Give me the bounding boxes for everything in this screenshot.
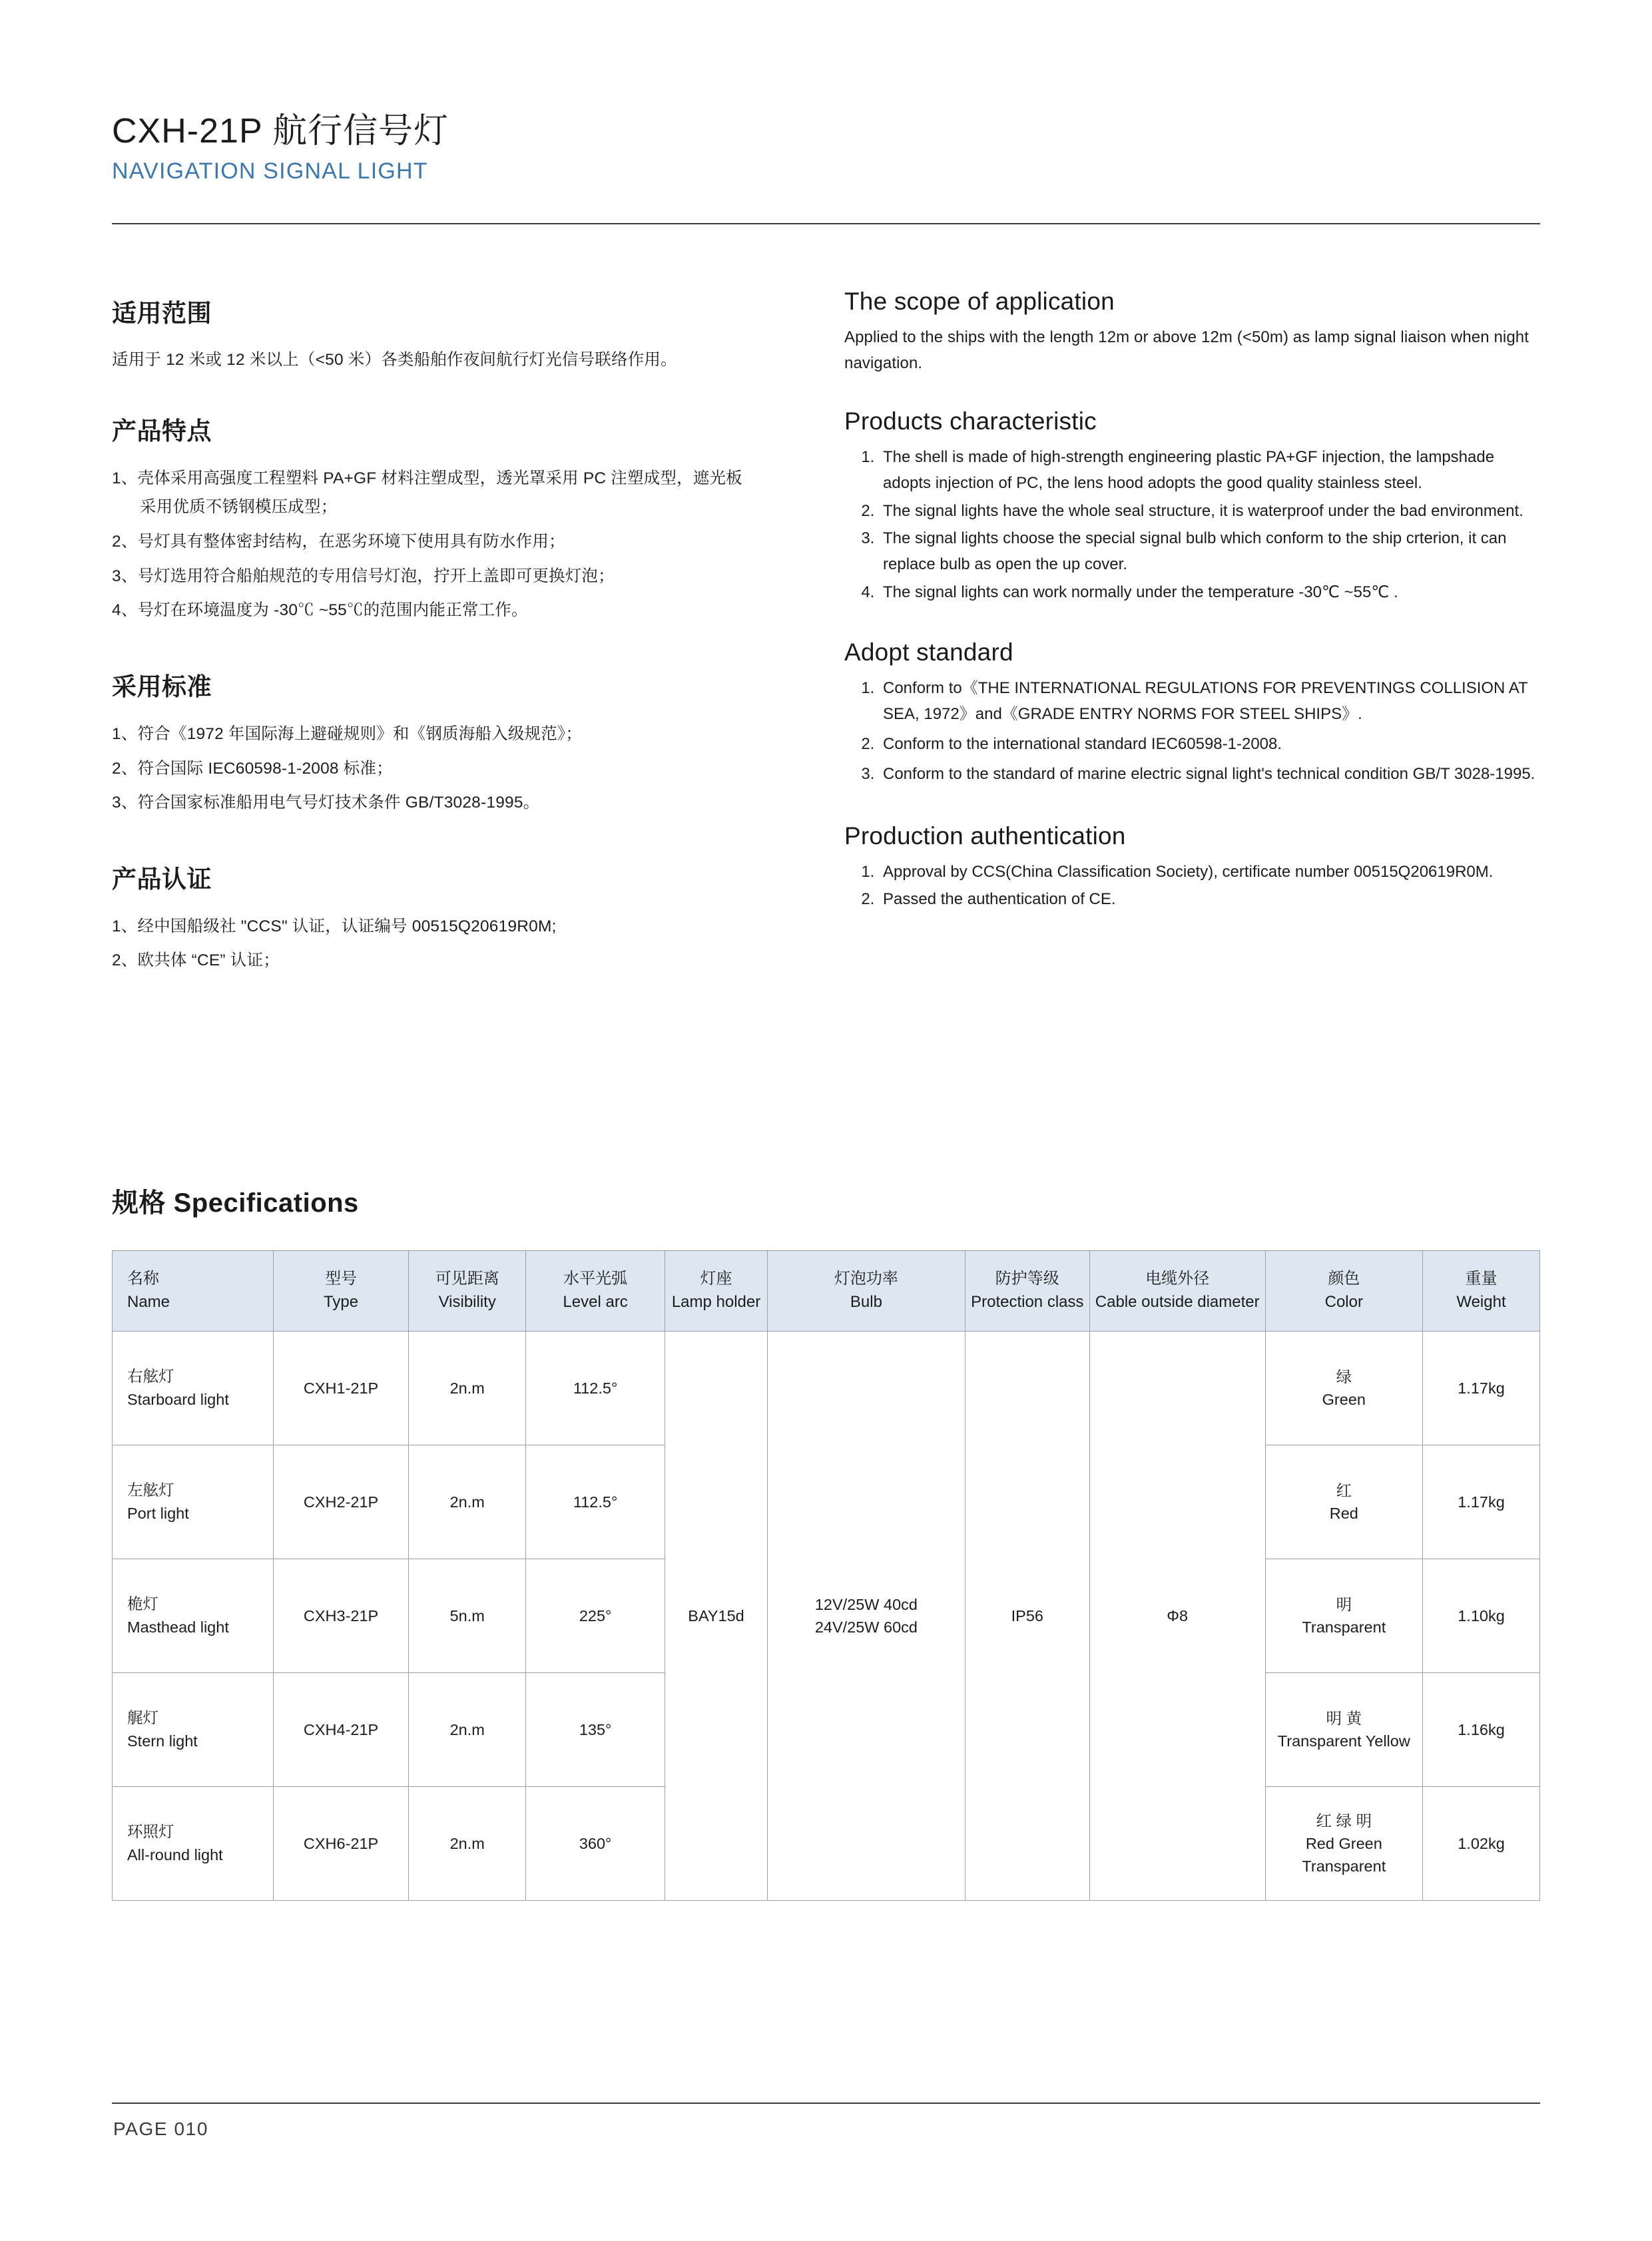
- column-header-color: [1265, 1251, 1422, 1332]
- header-en: Level arc: [563, 1293, 628, 1311]
- page-title-cn: CXH-21P 航行信号灯: [112, 112, 449, 150]
- header-cn: 防护等级: [995, 1270, 1059, 1288]
- header-en: Weight: [1456, 1293, 1506, 1311]
- color-en: Red: [1329, 1505, 1358, 1522]
- header-cn: 水平光弧: [563, 1270, 628, 1288]
- cell-color: [1265, 1332, 1422, 1445]
- name-en: All-round light: [127, 1846, 223, 1864]
- header-en: Lamp holder: [671, 1293, 761, 1311]
- header-cn: 灯泡功率: [834, 1270, 898, 1288]
- cell-visibility: 2n.m: [409, 1673, 526, 1787]
- column-header-name: [113, 1251, 274, 1332]
- cell-type: CXH4-21P: [273, 1673, 408, 1787]
- list-item: 1、符合《1972 年国际海上避碰规则》和《钢质海船入级规范》；: [112, 724, 583, 743]
- bulb-line-2: 24V/25W 60cd: [814, 1618, 918, 1636]
- list-item: 4. The signal lights can work normally under the temperature -30℃ ~55℃ .: [879, 580, 1540, 606]
- color-cn: 明: [1336, 1595, 1352, 1613]
- table-row: [113, 1332, 1540, 1445]
- name-en: Stern light: [127, 1732, 198, 1750]
- column-header-lamp-holder: [665, 1251, 768, 1332]
- cell-color: [1265, 1445, 1422, 1559]
- page-number: PAGE 010: [113, 2118, 209, 2139]
- list-item: 1. The shell is made of high-strength engineering plastic PA+GF injection, the lampshade adopts injection of PC, the lens hood adopts the good quality stainless steel.: [879, 445, 1540, 497]
- scope-heading-cn: 适用范围: [112, 300, 212, 327]
- name-cn: 艉灯: [127, 1708, 158, 1726]
- list-item: 2. Passed the authentication of CE.: [879, 887, 1540, 913]
- cell-visibility: 2n.m: [409, 1445, 526, 1559]
- page-title-en: NAVIGATION SIGNAL LIGHT: [112, 158, 428, 184]
- name-en: Starboard light: [127, 1391, 229, 1408]
- header-en: Name: [127, 1293, 170, 1311]
- list-item: 1. Approval by CCS(China Classification Society), certificate number 00515Q20619R0M.: [879, 860, 1540, 885]
- list-item: 2. Conform to the international standard IEC60598-1-2008.: [879, 732, 1540, 758]
- cell-color: [1265, 1559, 1422, 1673]
- header-cn: 名称: [127, 1270, 159, 1288]
- header-en: Protection class: [971, 1293, 1084, 1311]
- column-header-protection-class: [965, 1251, 1089, 1332]
- cell-level-arc: 112.5°: [526, 1445, 665, 1559]
- certification-list-cn: [112, 912, 751, 975]
- chinese-content-column: [112, 293, 751, 981]
- standard-heading-en: Adopt standard: [844, 638, 1013, 666]
- header-divider: [112, 223, 1540, 224]
- cell-visibility: 5n.m: [409, 1559, 526, 1673]
- color-cn: 绿: [1336, 1368, 1352, 1385]
- cell-bulb: [767, 1332, 965, 1901]
- features-heading-cn: 产品特点: [112, 417, 212, 445]
- list-item: 1. Conform to《THE INTERNATIONAL REGULATIONS FOR PREVENTINGS COLLISION AT SEA, 1972》and《GRADE ENTRY NORMS FOR STEEL SHIPS》.: [879, 676, 1540, 728]
- list-item: 1、壳体采用高强度工程塑料 PA+GF 材料注塑成型，透光罩采用 PC 注塑成型，遮光板采用优质不锈钢模压成型；: [112, 469, 742, 517]
- header-cn: 灯座: [700, 1270, 732, 1288]
- cell-cable-diameter: Φ8: [1089, 1332, 1265, 1901]
- column-header-weight: [1423, 1251, 1540, 1332]
- color-en: Green: [1322, 1391, 1366, 1408]
- header-en: Type: [324, 1293, 359, 1311]
- name-en: Port light: [127, 1505, 189, 1522]
- standard-list-en: [844, 676, 1540, 788]
- cell-type: CXH1-21P: [273, 1332, 408, 1445]
- name-cn: 右舷灯: [127, 1367, 174, 1385]
- header-en: Cable outside diameter: [1095, 1293, 1260, 1311]
- cell-name: [113, 1445, 274, 1559]
- cell-weight: 1.10kg: [1423, 1559, 1540, 1673]
- color-en: Transparent: [1302, 1618, 1386, 1636]
- cell-level-arc: 112.5°: [526, 1332, 665, 1445]
- name-cn: 环照灯: [127, 1822, 174, 1840]
- list-item: 3、符合国家标准船用电气号灯技术条件 GB/T3028-1995。: [112, 794, 540, 812]
- header-cn: 型号: [325, 1270, 358, 1288]
- scope-heading-en: The scope of application: [844, 288, 1115, 315]
- list-item: 2、号灯具有整体密封结构，在恶劣环境下使用具有防水作用；: [112, 533, 565, 551]
- certification-list-en: [844, 860, 1540, 913]
- page-header: [112, 110, 1540, 184]
- color-cn: 红: [1336, 1481, 1352, 1499]
- column-header-type: [273, 1251, 408, 1332]
- column-header-level-arc: [526, 1251, 665, 1332]
- cell-name: [113, 1787, 274, 1901]
- cell-color: [1265, 1787, 1422, 1901]
- column-header-bulb: [767, 1251, 965, 1332]
- list-item: 2、欧共体 “CE” 认证；: [112, 951, 280, 970]
- name-cn: 桅灯: [127, 1595, 158, 1613]
- list-item: 2. The signal lights have the whole seal structure, it is waterproof under the bad environment.: [879, 499, 1540, 525]
- list-item: 4、号灯在环境温度为 -30℃ ~55℃的范围内能正常工作。: [112, 601, 528, 620]
- list-item: 2、符合国际 IEC60598-1-2008 标准；: [112, 759, 393, 778]
- list-item: 3. Conform to the standard of marine electric signal light's technical condition GB/T 3028-1995.: [879, 762, 1540, 788]
- cell-visibility: 2n.m: [409, 1787, 526, 1901]
- bulb-line-1: 12V/25W 40cd: [814, 1595, 918, 1613]
- specifications-heading: 规格 Specifications: [112, 1188, 359, 1218]
- cell-type: CXH2-21P: [273, 1445, 408, 1559]
- cell-weight: 1.17kg: [1423, 1332, 1540, 1445]
- cell-lamp-holder: BAY15d: [665, 1332, 768, 1901]
- header-en: Bulb: [850, 1293, 882, 1311]
- header-cn: 可见距离: [435, 1270, 499, 1288]
- header-en: Visibility: [438, 1293, 496, 1311]
- cell-name: [113, 1559, 274, 1673]
- scope-text-en: Applied to the ships with the length 12m or above 12m (<50m) as lamp signal liaison when night navigation.: [844, 328, 1529, 372]
- header-cn: 颜色: [1328, 1270, 1360, 1288]
- list-item: 1、经中国船级社 "CCS" 认证，认证编号 00515Q20619R0M;: [112, 917, 557, 935]
- cell-color: [1265, 1673, 1422, 1787]
- color-en: Red Green Transparent: [1302, 1834, 1386, 1875]
- footer-divider: [112, 2103, 1540, 2104]
- cell-weight: 1.17kg: [1423, 1445, 1540, 1559]
- header-cn: 电缆外径: [1145, 1270, 1210, 1288]
- name-cn: 左舷灯: [127, 1481, 174, 1499]
- color-en: Transparent Yellow: [1277, 1732, 1410, 1750]
- cell-level-arc: 225°: [526, 1559, 665, 1673]
- column-header-visibility: [409, 1251, 526, 1332]
- cell-type: CXH3-21P: [273, 1559, 408, 1673]
- cell-level-arc: 360°: [526, 1787, 665, 1901]
- features-list-en: [844, 445, 1540, 606]
- color-cn: 明 黄: [1326, 1709, 1362, 1727]
- name-en: Masthead light: [127, 1618, 229, 1636]
- standard-heading-cn: 采用标准: [112, 672, 212, 700]
- scope-text-cn: 适用于 12 米或 12 米以上（<50 米）各类船舶作夜间航行灯光信号联络作用。: [112, 351, 677, 369]
- features-heading-en: Products characteristic: [844, 407, 1097, 435]
- cell-name: [113, 1332, 274, 1445]
- color-cn: 红 绿 明: [1316, 1812, 1372, 1830]
- cell-level-arc: 135°: [526, 1673, 665, 1787]
- list-item: 3、号灯选用符合船舶规范的专用信号灯泡，拧开上盖即可更换灯泡；: [112, 567, 615, 585]
- cell-visibility: 2n.m: [409, 1332, 526, 1445]
- certification-heading-cn: 产品认证: [112, 865, 212, 893]
- table-header-row: [113, 1251, 1540, 1332]
- cell-weight: 1.16kg: [1423, 1673, 1540, 1787]
- cell-protection-class: IP56: [965, 1332, 1089, 1901]
- header-cn: 重量: [1465, 1270, 1498, 1288]
- features-list-cn: [112, 464, 751, 625]
- cell-type: CXH6-21P: [273, 1787, 408, 1901]
- column-header-cable-diameter: [1089, 1251, 1265, 1332]
- certification-heading-en: Production authentication: [844, 822, 1126, 850]
- cell-name: [113, 1673, 274, 1787]
- cell-weight: 1.02kg: [1423, 1787, 1540, 1901]
- specifications-table: [112, 1250, 1540, 1901]
- english-content-column: [844, 288, 1540, 915]
- header-en: Color: [1324, 1293, 1363, 1311]
- list-item: 3. The signal lights choose the special signal bulb which conform to the ship crterion, it can replace bulb as open the up cover.: [879, 526, 1540, 578]
- standard-list-cn: [112, 720, 751, 818]
